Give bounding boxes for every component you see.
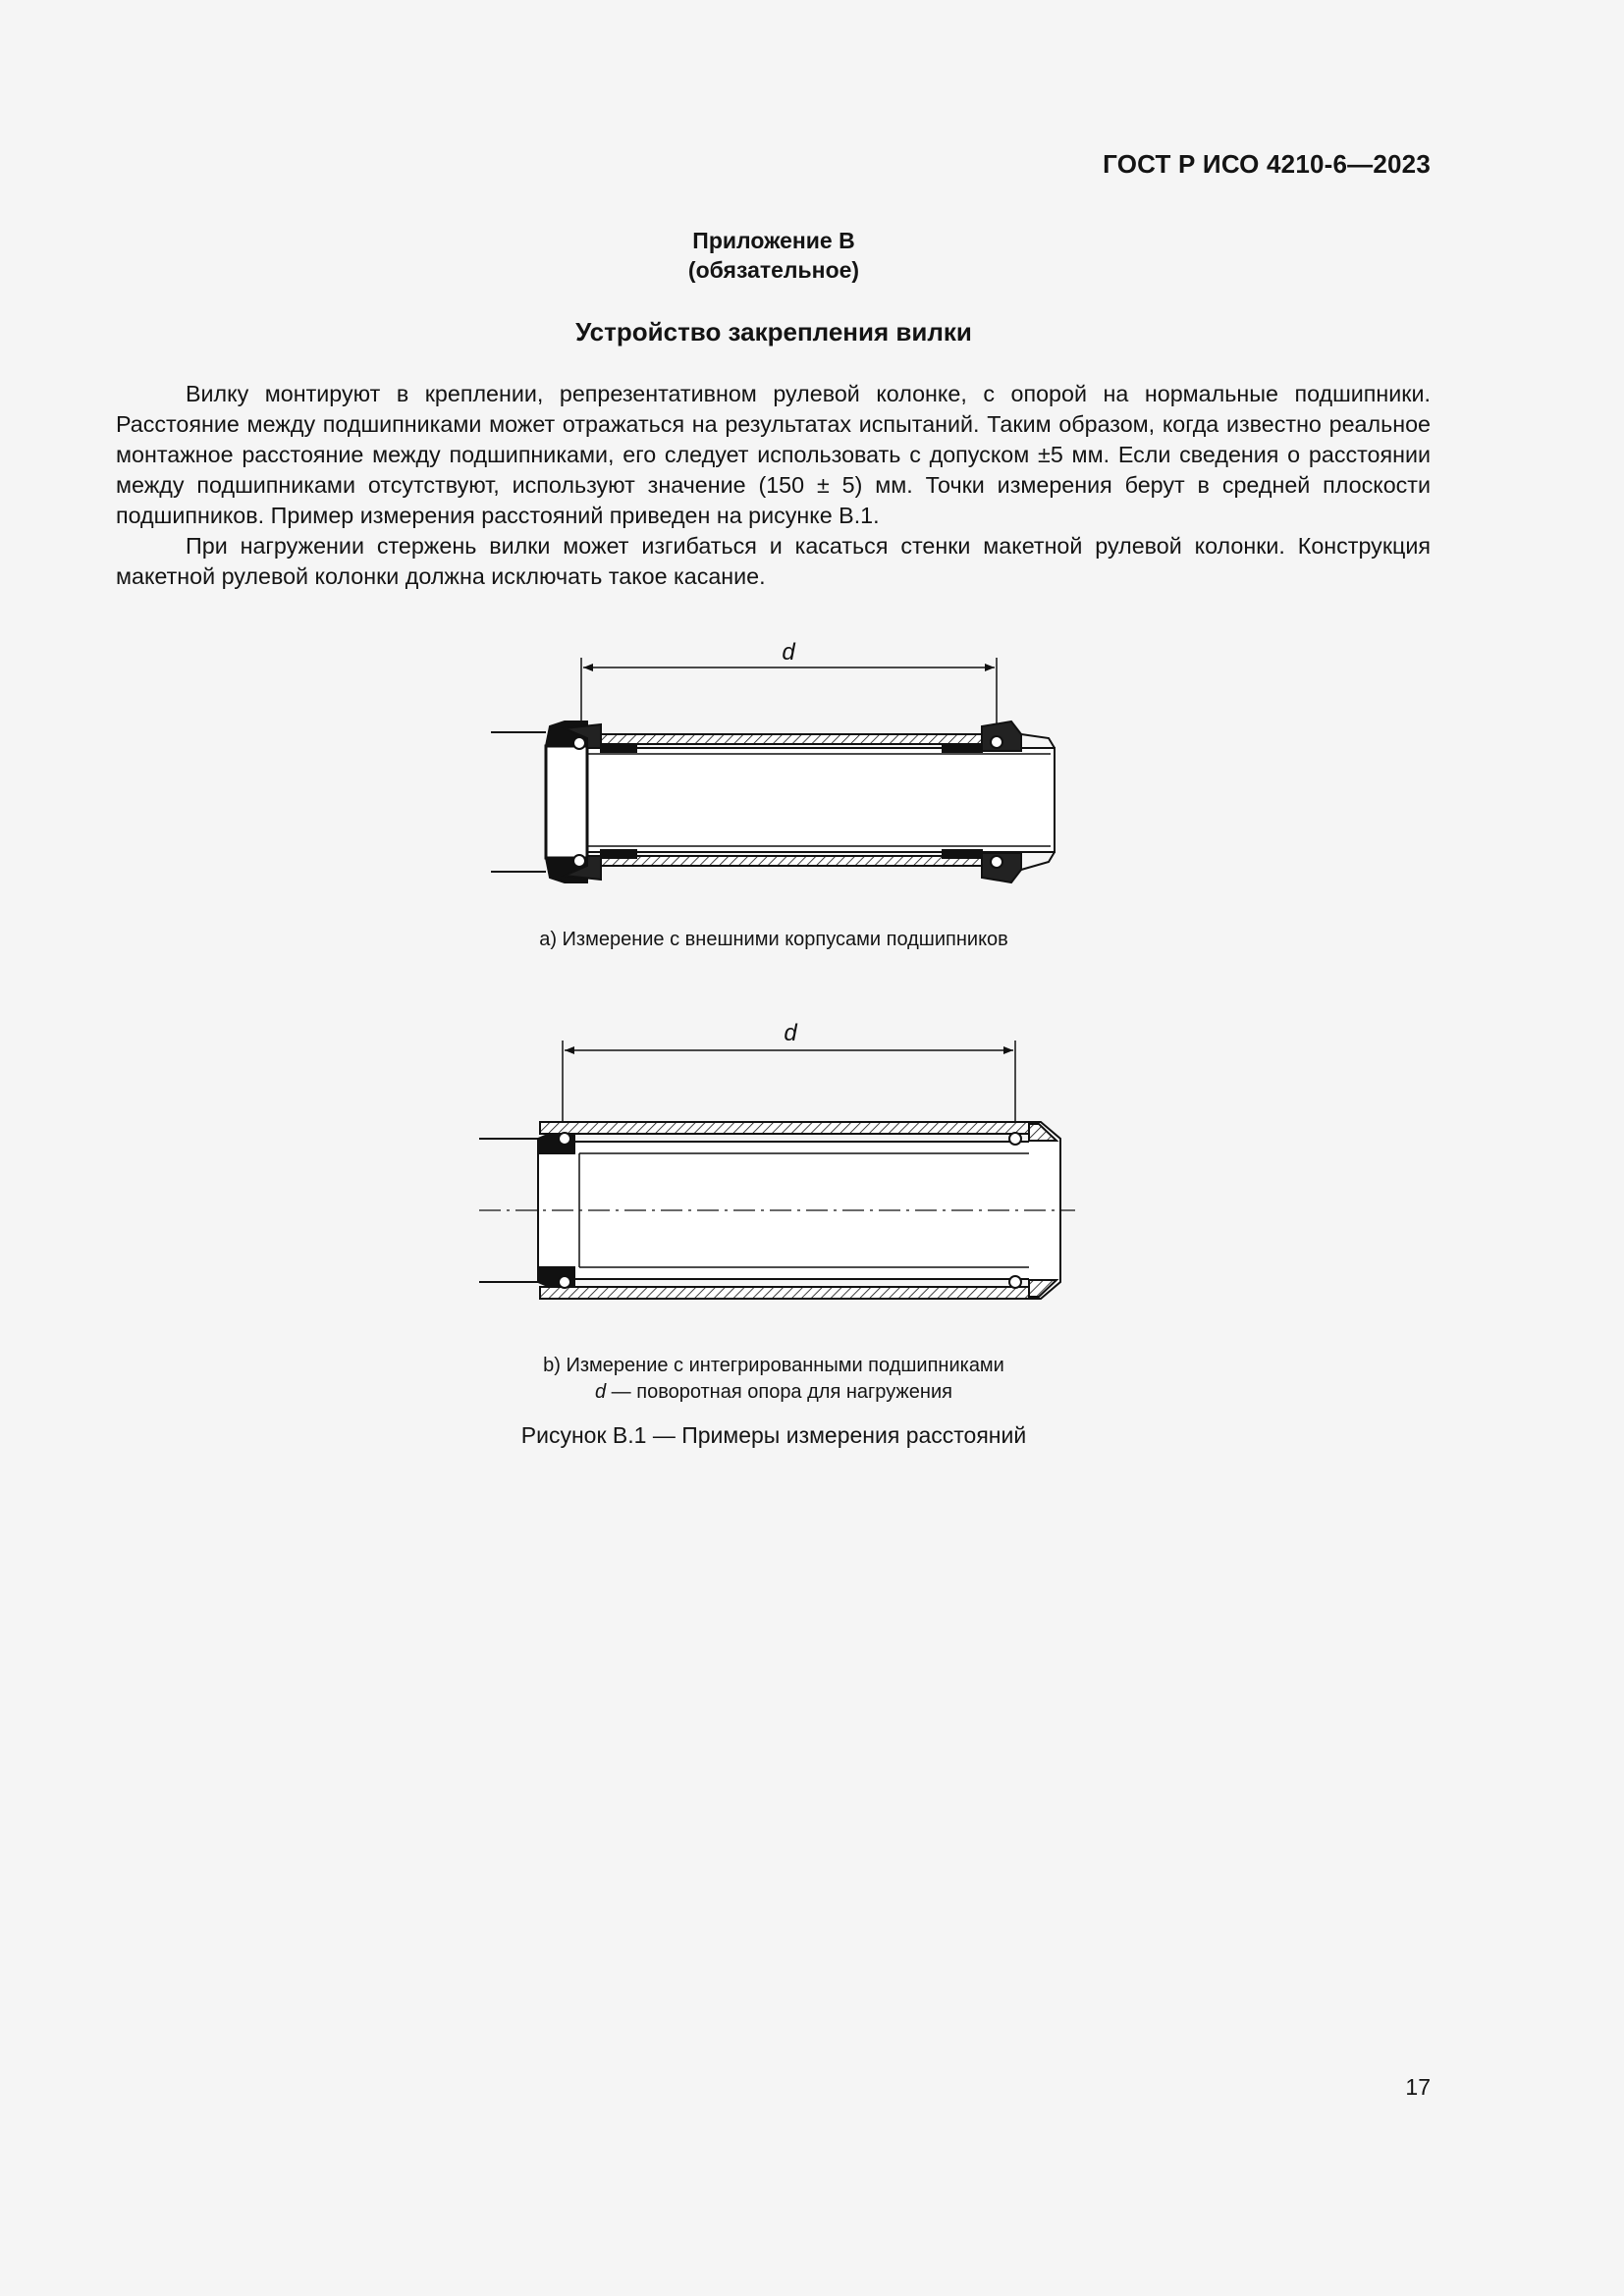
figure-title: Рисунок B.1 — Примеры измерения расстояний bbox=[520, 1422, 1027, 1448]
drawing-a bbox=[491, 658, 1055, 882]
page-number: 17 bbox=[1405, 2074, 1431, 2100]
document-code: ГОСТ Р ИСО 4210-6—2023 bbox=[1103, 149, 1431, 179]
caption-b: b) Измерение с интегрированными подшипниками bbox=[543, 1355, 1004, 1376]
paragraph-1: Вилку монтируют в креплении, репрезентативном рулевой колонке, с опорой на нормальные подшипники. Расстояние между подшипниками может отражаться на результатах испытаний. Таким образом, когда известно реальное монтажное расстояние между подшипниками, его следует использовать с допуском ±5 мм. Если сведения о расстоянии между подшипниками отсутствуют, используют значение (150 ± 5) мм. Точки измерения берут в средней плоскости подшипников. Пример измерения расстояний приведен на рисунке B.1. bbox=[116, 381, 1431, 528]
caption-a: a) Измерение с внешними корпусами подшипников bbox=[539, 929, 1008, 950]
annex-title: Приложение B bbox=[692, 228, 855, 253]
annex-status: (обязательное) bbox=[687, 257, 860, 283]
drawing-b bbox=[479, 1041, 1075, 1299]
legend-text: — поворотная опора для нагружения bbox=[606, 1381, 952, 1403]
dimension-label-a: d bbox=[782, 639, 795, 666]
figure-legend bbox=[0, 1379, 1547, 1406]
legend-symbol: d bbox=[595, 1381, 607, 1403]
dimension-label-b: d bbox=[784, 1020, 797, 1046]
section-title: Устройство закрепления вилки bbox=[575, 317, 972, 347]
caption-b-block bbox=[0, 1353, 1547, 1406]
paragraph-2: При нагружении стержень вилки может изгибаться и касаться стенки макетной рулевой колонки. Конструкция макетной рулевой колонки должна исключать такое касание. bbox=[116, 533, 1431, 589]
